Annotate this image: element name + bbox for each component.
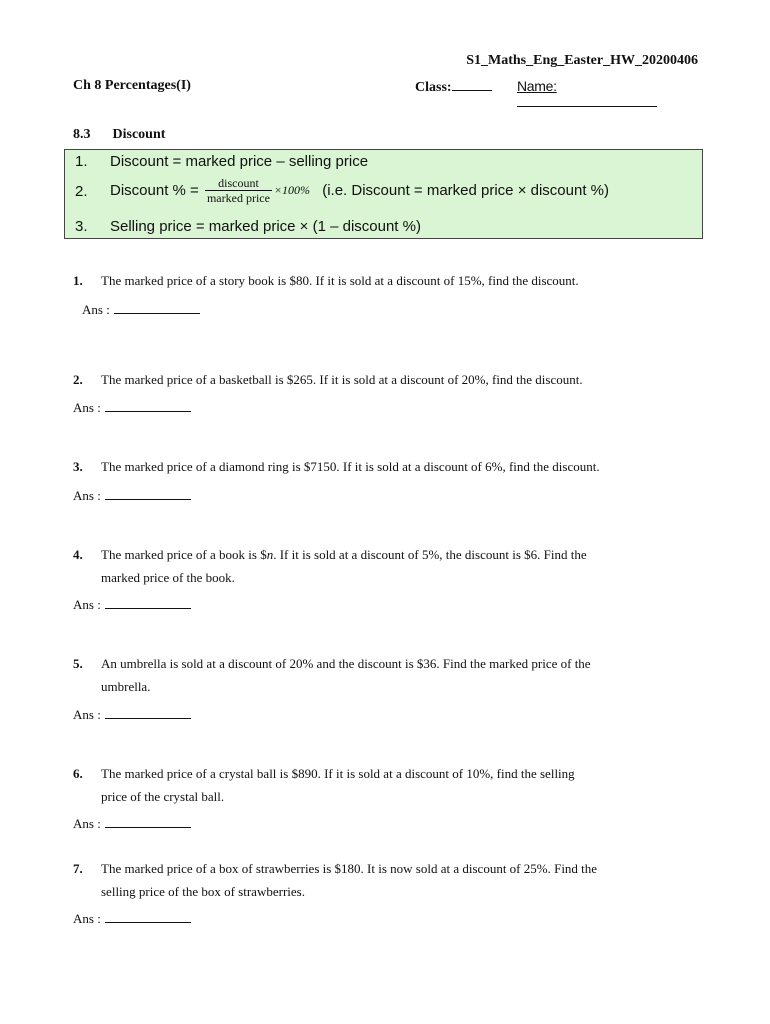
formula-2-number: 2. — [75, 183, 88, 200]
question-text — [101, 652, 701, 698]
answer-label: Ans : — [73, 911, 101, 926]
name-label: Name: — [517, 78, 557, 94]
answer-7 — [73, 911, 191, 927]
variable-n: n — [266, 547, 274, 562]
answer-blank[interactable] — [105, 911, 191, 923]
formula-box — [64, 149, 703, 239]
discount-fraction — [205, 176, 272, 205]
question-number: 3. — [73, 459, 83, 474]
section-number: 8.3 — [73, 127, 91, 142]
answer-blank[interactable] — [105, 488, 191, 500]
formula-3-number: 3. — [75, 218, 88, 235]
question-number: 7. — [73, 861, 83, 876]
answer-blank[interactable] — [105, 597, 191, 609]
question-text — [101, 857, 701, 903]
name-blank[interactable] — [517, 94, 657, 107]
formula-1-text: Discount = marked price – selling price — [110, 153, 369, 170]
fraction-numerator: discount — [205, 176, 272, 191]
answer-2 — [73, 400, 191, 416]
question-text — [101, 543, 701, 589]
section-title: Discount — [112, 127, 166, 142]
answer-blank[interactable] — [105, 707, 191, 719]
section-heading — [73, 127, 165, 143]
answer-4 — [73, 597, 191, 613]
answer-5 — [73, 707, 191, 723]
answer-1 — [82, 302, 200, 318]
answer-label: Ans : — [82, 302, 110, 317]
question-number: 4. — [73, 547, 83, 562]
question-text-b: . If it is sold at a discount of 5%, the discount is $6. Find the — [273, 547, 587, 562]
question-number: 1. — [73, 273, 83, 288]
answer-3 — [73, 488, 191, 504]
question-number: 6. — [73, 766, 83, 781]
chapter-title: Ch 8 Percentages(I) — [73, 78, 191, 93]
answer-blank[interactable] — [105, 400, 191, 412]
answer-label: Ans : — [73, 816, 101, 831]
answer-blank[interactable] — [114, 302, 200, 314]
formula-1-number: 1. — [75, 153, 88, 170]
formula-3-text: Selling price = marked price × (1 – discount %) — [110, 218, 421, 235]
question-text-a: The marked price of a book is $ — [101, 547, 267, 562]
question-text-line2: umbrella. — [101, 679, 151, 694]
answer-label: Ans : — [73, 707, 101, 722]
fraction-denominator: marked price — [206, 191, 270, 205]
answer-blank[interactable] — [105, 816, 191, 828]
formula-2-text — [110, 176, 609, 205]
answer-6 — [73, 816, 191, 832]
question-text-line1: An umbrella is sold at a discount of 20% and the discount is $36. Find the marked price of the — [101, 656, 591, 671]
answer-label: Ans : — [73, 400, 101, 415]
answer-label: Ans : — [73, 488, 101, 503]
class-label: Class: — [415, 80, 452, 95]
times-100-percent: ×100% — [273, 183, 311, 197]
name-field — [517, 78, 696, 110]
formula-2-note: (i.e. Discount = marked price × discount %) — [322, 182, 609, 199]
class-field — [415, 78, 492, 96]
question-text: The marked price of a diamond ring is $7150. If it is sold at a discount of 6%, find the discount. — [101, 459, 600, 474]
question-number: 2. — [73, 372, 83, 387]
question-text: The marked price of a basketball is $265. If it is sold at a discount of 20%, find the discount. — [101, 372, 583, 387]
document-id: S1_Maths_Eng_Easter_HW_20200406 — [466, 53, 698, 68]
question-text-line2: selling price of the box of strawberries. — [101, 884, 305, 899]
formula-2-prefix: Discount % = — [110, 182, 199, 199]
question-text: The marked price of a story book is $80. If it is sold at a discount of 15%, find the discount. — [101, 273, 579, 288]
question-text-line1: The marked price of a crystal ball is $890. If it is sold at a discount of 10%, find the selling — [101, 766, 575, 781]
answer-label: Ans : — [73, 597, 101, 612]
question-text-line2: marked price of the book. — [101, 570, 235, 585]
class-blank[interactable] — [452, 78, 492, 91]
question-text-line1: The marked price of a box of strawberries is $180. It is now sold at a discount of 25%. Find the — [101, 861, 598, 876]
question-number: 5. — [73, 656, 83, 671]
question-text — [101, 762, 701, 808]
question-text-line2: price of the crystal ball. — [101, 789, 225, 804]
